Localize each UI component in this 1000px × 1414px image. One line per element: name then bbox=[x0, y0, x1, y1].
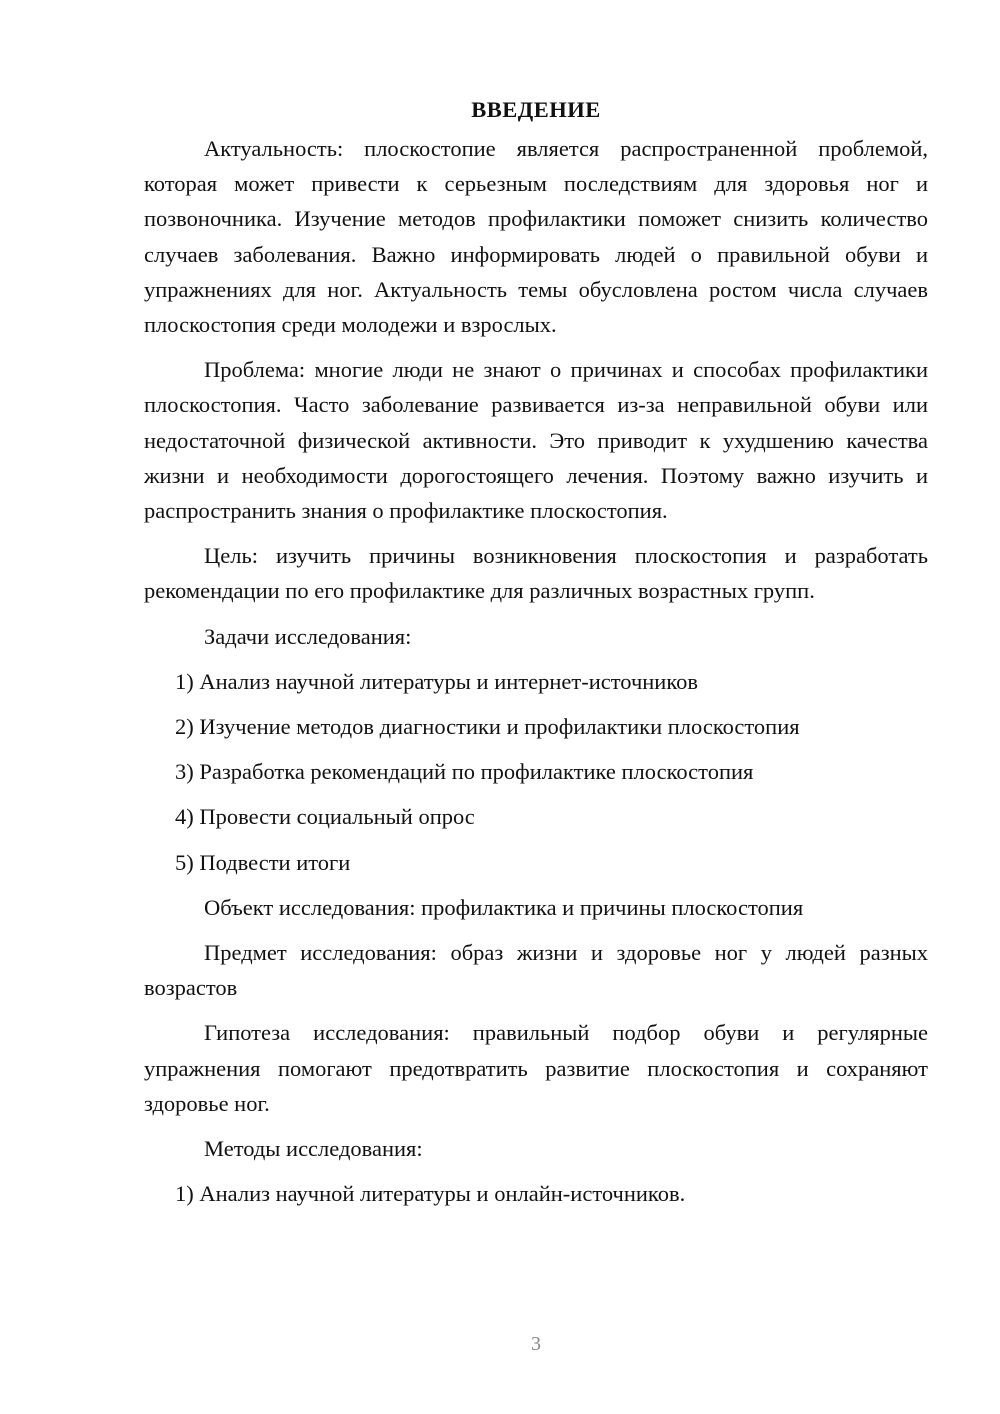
problem-paragraph: Проблема: многие люди не знают о причинах и способах профилактики плоскостопия. Часто заболевание развивается из-за неправильной обуви или недостаточной физической активности. Это приводит к ухудшению качества жизни и необходимости дорогостоящего лечения. Поэтому важно изучить и распространить знания о профилактике плоскостопия. bbox=[144, 357, 928, 524]
task-item: 5) Подвести итоги bbox=[175, 849, 351, 875]
methods-heading: Методы исследования: bbox=[204, 1136, 423, 1162]
relevance-paragraph: Актуальность: плоскостопие является распространенной проблемой, которая может привести к серьезным последствиям для здоровья ног и позвоночника. Изучение методов профилактики поможет снизить количество случаев заболевания. Важно информировать людей о правильной обуви и упражнениях для ног. Актуальность темы обусловлена ростом числа случаев плоскостопия среди молодежи и взрослых. bbox=[144, 136, 928, 338]
object-paragraph: Объект исследования: профилактика и причины плоскостопия bbox=[204, 894, 804, 920]
task-item: 1) Анализ научной литературы и интернет-источников bbox=[175, 668, 699, 694]
page-title: ВВЕДЕНИЕ bbox=[471, 97, 601, 122]
page-content bbox=[144, 92, 928, 1221]
method-item: 1) Анализ научной литературы и онлайн-источников. bbox=[175, 1181, 686, 1207]
subject-paragraph: Предмет исследования: образ жизни и здоровье ног у людей разных возрастов bbox=[144, 940, 928, 1001]
page-number: 3 bbox=[531, 1333, 541, 1355]
hypothesis-paragraph: Гипотеза исследования: правильный подбор обуви и регулярные упражнения помогают предотвратить развитие плоскостопия и сохраняют здоровье ног. bbox=[144, 1020, 928, 1116]
task-item: 2) Изучение методов диагностики и профилактики плоскостопия bbox=[175, 714, 800, 740]
task-item: 4) Провести социальный опрос bbox=[175, 804, 475, 830]
task-item: 3) Разработка рекомендаций по профилактике плоскостопия bbox=[175, 759, 754, 785]
goal-paragraph: Цель: изучить причины возникновения плоскостопия и разработать рекомендации по его профилактике для различных возрастных групп. bbox=[144, 543, 928, 604]
tasks-heading: Задачи исследования: bbox=[204, 623, 412, 649]
